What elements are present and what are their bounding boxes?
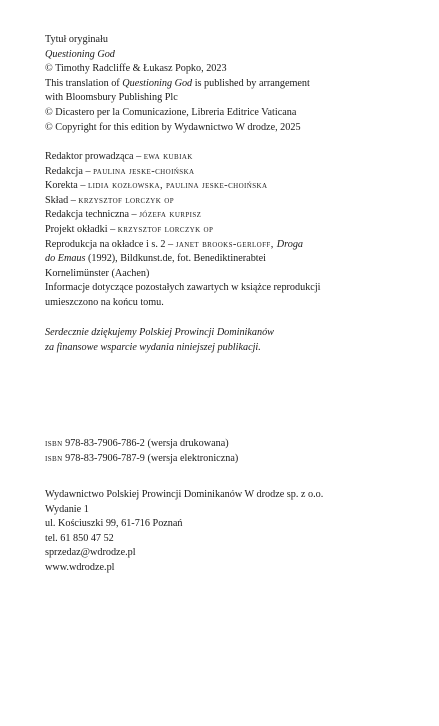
copyright-authors: © Timothy Radcliffe & Łukasz Popko, 2023 xyxy=(45,63,227,75)
isbn-value: 978-83-7906-787-9 (wersja elektroniczna) xyxy=(62,452,239,464)
original-title-label: Tytuł oryginału xyxy=(45,34,108,45)
credit-label: Redaktor prowadząca – xyxy=(45,151,144,162)
credit-reproduction-cont xyxy=(45,252,409,267)
credits-block xyxy=(45,150,409,311)
isbn-ebook xyxy=(45,452,409,467)
original-title: Questioning God xyxy=(45,48,115,60)
translation-note-text-2: is published by arrangement xyxy=(192,77,310,89)
credit-lead-editor xyxy=(45,150,409,165)
rights-block xyxy=(45,33,409,135)
publisher-name: Wydawnictwo Polskiej Prowincji Dominikanów W drodze sp. z o.o. xyxy=(45,489,324,500)
translation-note-title: Questioning God xyxy=(122,77,193,89)
artwork-title: Droga xyxy=(276,238,304,250)
publisher-email: sprzedaz@wdrodze.pl xyxy=(45,547,136,559)
credit-editing xyxy=(45,165,409,180)
isbn-value: 978-83-7906-786-2 (wersja drukowana) xyxy=(62,438,229,449)
isbn-label: isbn xyxy=(45,438,63,449)
credit-label: Redakcja techniczna – xyxy=(45,209,140,221)
credit-name: józefa kurpisz xyxy=(139,209,202,221)
credit-label: Skład – xyxy=(45,194,79,206)
credit-label: Projekt okładki – xyxy=(45,223,118,235)
publisher-website: www.wdrodze.pl xyxy=(45,561,115,573)
reproductions-info: Informacje dotyczące pozostałych zawartych w książce reprodukcji xyxy=(45,282,321,294)
credit-reproduction xyxy=(45,238,409,253)
credit-label: Reprodukcja na okładce i s. 2 – xyxy=(45,238,176,250)
credit-technical xyxy=(45,208,409,223)
credit-name: krzysztof lorczyk op xyxy=(117,223,214,235)
isbn-block xyxy=(45,437,409,466)
copyright-dicastero: © Dicastero per la Comunicazione, Libreria Editrice Vaticana xyxy=(45,106,297,118)
thanks-line: Serdecznie dziękujemy Polskiej Prowincji Dominikanów xyxy=(45,327,274,338)
credit-name: krzysztof lorczyk op xyxy=(78,194,174,206)
credit-name: janet brooks-gerloff, xyxy=(175,238,277,250)
publisher-phone: tel. 61 850 47 52 xyxy=(45,532,114,544)
translation-note xyxy=(45,77,409,92)
credit-typesetting xyxy=(45,194,409,209)
publisher-block xyxy=(45,488,409,576)
translation-note-text: This translation of xyxy=(45,77,123,89)
credit-name: paulina jeske-choińska xyxy=(93,165,195,177)
credit-label: Redakcja – xyxy=(45,165,94,177)
credit-proofreading xyxy=(45,179,409,194)
credit-label: Korekta – xyxy=(45,180,88,192)
translation-note-publisher: with Bloomsbury Publishing Plc xyxy=(45,92,178,104)
edition-number: Wydanie 1 xyxy=(45,503,89,515)
copyright-edition: © Copyright for this edition by Wydawnictwo W drodze, 2025 xyxy=(45,121,301,133)
credit-reproduction-cont-2: Kornelimünster (Aachen) xyxy=(45,267,150,279)
isbn-label: isbn xyxy=(45,452,63,464)
thanks-line: za finansowe wsparcie wydania niniejszej publikacji. xyxy=(45,341,261,353)
credit-name: lidia kozłowska, paulina jeske-choińska xyxy=(88,180,268,192)
isbn-print xyxy=(45,437,409,452)
artwork-title-cont: do Emaus xyxy=(45,253,86,265)
publisher-address: ul. Kościuszki 99, 61-716 Poznań xyxy=(45,518,183,530)
credit-name: ewa kubiak xyxy=(143,151,193,162)
credit-cover xyxy=(45,223,409,238)
reproductions-info-cont: umieszczono na końcu tomu. xyxy=(45,296,164,308)
thanks-block xyxy=(45,326,409,355)
artwork-source: (1992), Bildkunst.de, fot. Benediktinerabtei xyxy=(85,253,266,265)
